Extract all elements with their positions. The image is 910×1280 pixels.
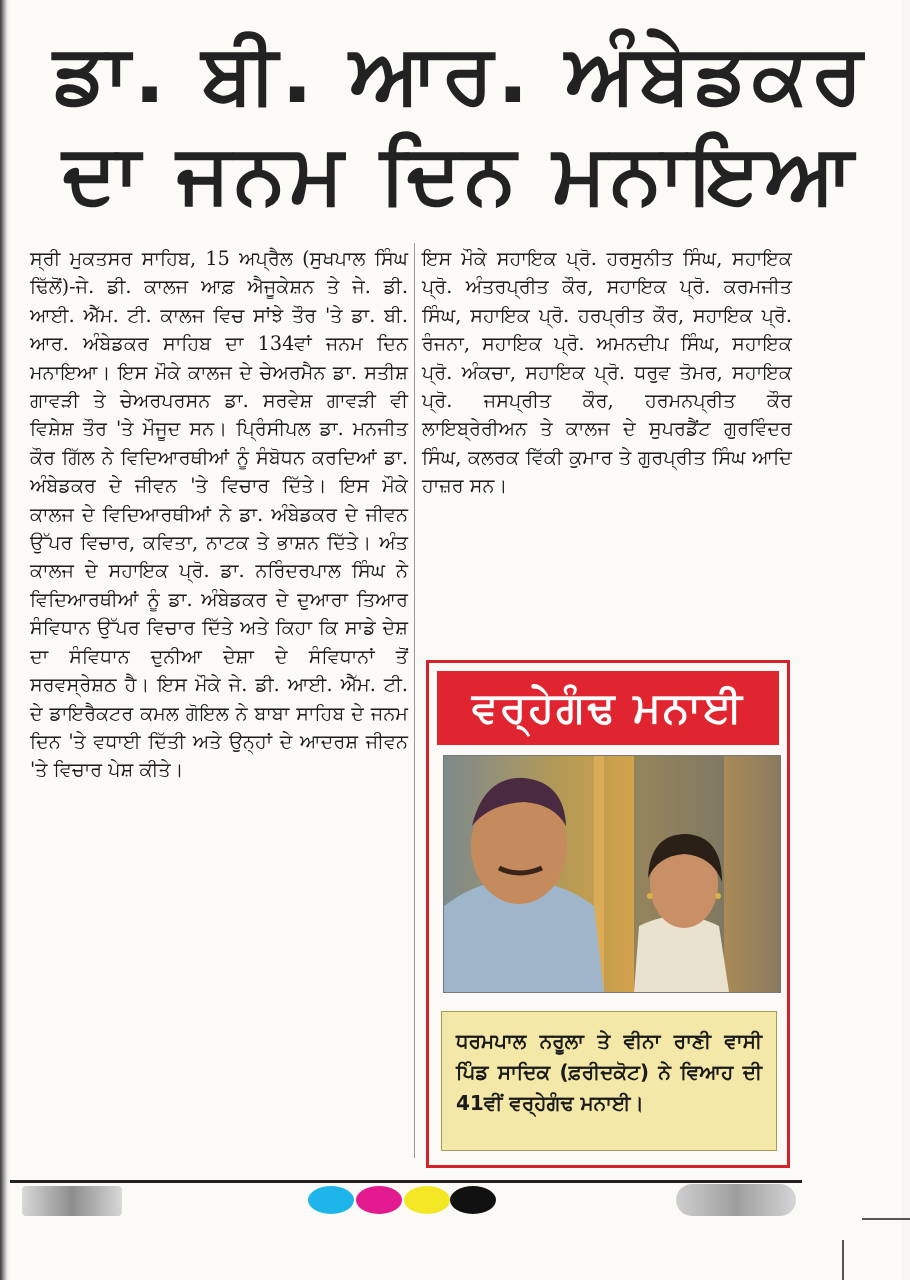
article-body-left: ਸ੍ਰੀ ਮੁਕਤਸਰ ਸਾਹਿਬ, 15 ਅਪ੍ਰੈਲ (ਸੁਖਪਾਲ ਸਿੰਘ ਢਿੱਲੋਂ)-ਜੇ. ਡੀ. ਕਾਲਜ ਆਫ਼ ਐਜੂਕੇਸ਼ਨ ਤੇ ਜੇ. ਡੀ. ਆਈ. ਐੱਮ. ਟੀ. ਕਾਲਜ ਵਿਚ ਸਾਂਝੇ ਤੌਰ 'ਤੇ ਡਾ. ਬੀ. ਆਰ. ਅੰਬੇਡਕਰ ਸਾਹਿਬ ਦਾ 134ਵਾਂ ਜਨਮ ਦਿਨ ਮਨਾਇਆ। ਇਸ ਮੌਕੇ ਕਾਲਜ ਦੇ ਚੇਅਰਮੈਨ ਡਾ. ਸਤੀਸ਼ ਗਾਵੜੀ ਤੇ ਚੇਅਰਪਰਸਨ ਡਾ. ਸਰਵੇਸ਼ ਗਾਵੜੀ ਵੀ ਵਿਸ਼ੇਸ਼ ਤੌਰ 'ਤੇ ਮੌਜੂਦ ਸਨ। ਪ੍ਰਿੰਸੀਪਲ ਡਾ. ਮਨਜੀਤ ਕੌਰ ਗਿੱਲ ਨੇ ਵਿਦਿਆਰਥੀਆਂ ਨੂੰ ਸੰਬੋਧਨ ਕਰਦਿਆਂ ਡਾ. ਅੰਬੇਡਕਰ ਦੇ ਜੀਵਨ 'ਤੇ ਵਿਚਾਰ ਦਿੱਤੇ। ਇਸ ਮੌਕੇ ਕਾਲਜ ਦੇ ਵਿਦਿਆਰਥੀਆਂ ਨੇ ਡਾ. ਅੰਬੇਡਕਰ ਦੇ ਜੀਵਨ ਉੱਪਰ ਵਿਚਾਰ, ਕਵਿਤਾ, ਨਾਟਕ ਤੇ ਭਾਸ਼ਨ ਦਿੱਤੇ। ਅੰਤ ਕਾਲਜ ਦੇ ਸਹਾਇਕ ਪ੍ਰੋ. ਡਾ. ਨਰਿੰਦਰਪਾਲ ਸਿੰਘ ਨੇ ਵਿਦਿਆਰਥੀਆਂ ਨੂੰ ਡਾ. ਅੰਬੇਡਕਰ ਦੇ ਦੁਆਰਾ ਤਿਆਰ ਸੰਵਿਧਾਨ ਉੱਪਰ ਵਿਚਾਰ ਦਿੱਤੇ ਅਤੇ ਕਿਹਾ ਕਿ ਸਾਡੇ ਦੇਸ਼ ਦਾ ਸੰਵਿਧਾਨ ਦੁਨੀਆ ਦੇਸ਼ਾ ਦੇ ਸੰਵਿਧਾਨਾਂ ਤੋਂ ਸਰਵਸ੍ਰੇਸ਼ਠ ਹੈ। ਇਸ ਮੌਕੇ ਜੇ. ਡੀ. ਆਈ. ਐੱਮ. ਟੀ. ਦੇ ਡਾਇਰੈਕਟਰ ਕਮਲ ਗੋਇਲ ਨੇ ਬਾਬਾ ਸਾਹਿਬ ਦੇ ਜਨਮ ਦਿਨ 'ਤੇ ਵਧਾਈ ਦਿੱਤੀ ਅਤੇ ਉਨ੍ਹਾਂ ਦੇ ਆਦਰਸ਼ ਜੀਵਨ 'ਤੇ ਵਿਚਾਰ ਪੇਸ਼ ਕੀਤੇ।	[30, 247, 408, 782]
couple-photo-illustration	[444, 756, 780, 992]
anniversary-caption: ਧਰਮਪਾਲ ਨਰੂਲਾ ਤੇ ਵੀਨਾ ਰਾਣੀ ਵਾਸੀ ਪਿੰਡ ਸਾਦਿਕ (ਫ਼ਰੀਦਕੋਟ) ਨੇ ਵਿਆਹ ਦੀ 41ਵੀਂ ਵਰ੍ਹੇਗੰਢ ਮਨਾਈ।	[441, 1011, 777, 1151]
anniversary-box	[426, 660, 790, 1168]
black-registration-dot	[450, 1186, 496, 1214]
magenta-registration-dot	[356, 1186, 402, 1214]
registration-mark-right	[676, 1184, 796, 1216]
registration-mark-left	[22, 1186, 122, 1216]
yellow-registration-dot	[404, 1186, 450, 1214]
page-edge-shadow	[0, 0, 8, 1280]
headline	[30, 28, 890, 223]
article-column-right	[422, 245, 792, 501]
anniversary-banner: ਵਰ੍ਹੇਗੰਢ ਮਨਾਈ	[437, 671, 779, 745]
crop-mark-vertical	[842, 1240, 844, 1280]
couple-photo	[443, 755, 781, 993]
cyan-registration-dot	[308, 1186, 354, 1214]
article-body-right: ਇਸ ਮੌਕੇ ਸਹਾਇਕ ਪ੍ਰੋ. ਹਰਸੁਨੀਤ ਸਿੰਘ, ਸਹਾਇਕ ਪ੍ਰੋ. ਅੰਤਰਪ੍ਰੀਤ ਕੌਰ, ਸਹਾਇਕ ਪ੍ਰੋ. ਕਰਮਜੀਤ ਸਿੰਘ, ਸਹਾਇਕ ਪ੍ਰੋ. ਹਰਪ੍ਰੀਤ ਕੌਰ, ਸਹਾਇਕ ਪ੍ਰੋ. ਰੰਜਨਾ, ਸਹਾਇਕ ਪ੍ਰੋ. ਅਮਨਦੀਪ ਸਿੰਘ, ਸਹਾਇਕ ਪ੍ਰੋ. ਅੰਕਚਾ, ਸਹਾਇਕ ਪ੍ਰੋ. ਧਰੁਵ ਤੋਮਰ, ਸਹਾਇਕ ਪ੍ਰੋ. ਜਸਪ੍ਰੀਤ ਕੌਰ, ਹਰਮਨਪ੍ਰੀਤ ਕੌਰ ਲਾਇਬ੍ਰੇਰੀਅਨ ਤੇ ਕਾਲਜ ਦੇ ਸੁਪਰਡੈਂਟ ਗੁਰਵਿੰਦਰ ਸਿੰਘ, ਕਲਰਕ ਵਿੱਕੀ ਕੁਮਾਰ ਤੇ ਗੁਰਪ੍ਰੀਤ ਸਿੰਘ ਆਦਿ ਹਾਜ਼ਰ ਸਨ।	[422, 247, 792, 498]
footer-rule	[10, 1180, 802, 1183]
column-divider	[414, 243, 415, 1158]
headline-line-1: ਡਾ. ਬੀ. ਆਰ. ਅੰਬੇਡਕਰ	[53, 27, 867, 122]
article-column-left	[30, 245, 408, 785]
headline-line-2: ਦਾ ਜਨਮ ਦਿਨ ਮਨਾਇਆ	[62, 127, 858, 223]
crop-mark-horizontal	[862, 1218, 910, 1220]
newspaper-page	[10, 0, 902, 1280]
